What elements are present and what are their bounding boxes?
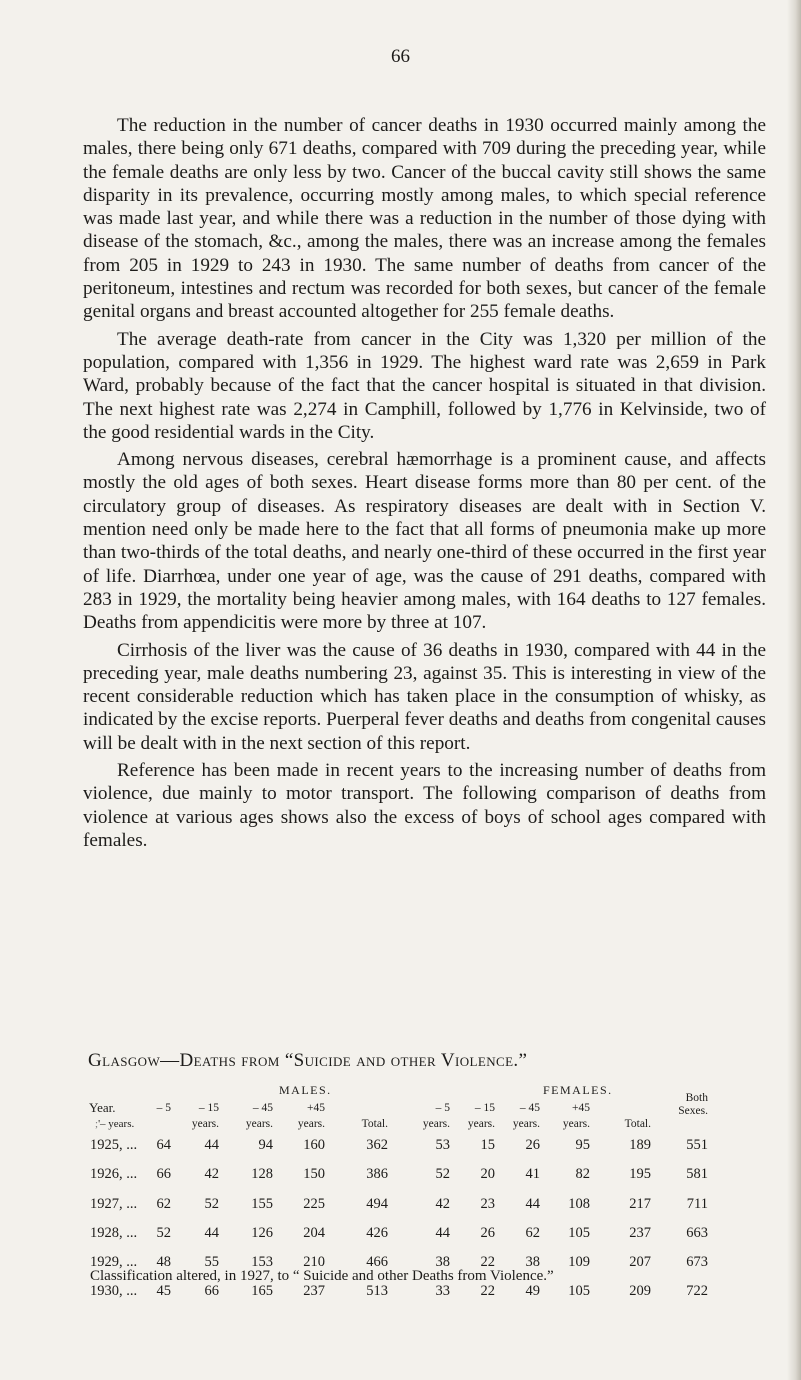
cell-males-over-45: 160 [303,1137,325,1153]
cell-males-15-45: 94 [258,1137,273,1153]
cell-females-5-15: 22 [480,1283,495,1299]
row-year: 1928, ... [90,1225,138,1241]
page-number: 66 [391,46,410,67]
cell-males-over-45: 204 [303,1225,325,1241]
row-year: 1929, ... [90,1254,138,1270]
cell-males-15-45: 128 [251,1166,273,1182]
cell-females-5-15: 22 [480,1254,495,1270]
column-header-females-over-45-top: +45 [572,1102,590,1114]
column-header-females-under-5-top: – 5 [435,1102,450,1114]
cell-females-total: 237 [629,1225,651,1241]
column-header-females-under-5-bottom: years. [422,1118,450,1130]
years-sub-label-text: years. [108,1118,135,1130]
cell-males-total: 426 [366,1225,388,1241]
females-group-header: FEMALES. [543,1083,613,1097]
cell-males-under-5: 45 [156,1283,171,1299]
cell-males-5-15: 44 [204,1137,219,1153]
males-group-header: MALES. [279,1083,332,1097]
cell-females-5-15: 26 [480,1225,495,1241]
cell-females-15-45: 41 [525,1166,540,1182]
column-header-males-5-15-bottom: years. [191,1118,219,1130]
cell-males-15-45: 126 [251,1225,273,1241]
cell-females-15-45: 26 [525,1137,540,1153]
cell-males-under-5: 62 [156,1196,171,1212]
cell-females-over-45: 105 [568,1225,590,1241]
column-header-males-over-45-bottom: years. [297,1118,325,1130]
cell-females-15-45: 44 [525,1196,540,1212]
cell-females-over-45: 105 [568,1283,590,1299]
cell-males-15-45: 153 [251,1254,273,1270]
column-header-females-5-15-top: – 15 [474,1102,495,1114]
cell-males-5-15: 55 [204,1254,219,1270]
paragraph-violence: Reference has been made in recent years to the increasing number of deaths from violence, due mainly to motor transport. The following comparison of deaths from violence at various ages shows also the excess of boys of school ages compared with females. [83,760,766,851]
cell-females-5-15: 20 [480,1166,495,1182]
cell-females-under-5: 38 [435,1254,450,1270]
cell-males-under-5: 52 [156,1225,171,1241]
column-header-dash: '– [98,1118,109,1130]
cell-males-under-5: 66 [156,1166,171,1182]
table-footnote: Classification altered, in 1927, to “ Suicide and other Deaths from Violence.” [90,1268,554,1284]
cell-females-5-15: 15 [480,1137,495,1153]
column-header-females-over-45-bottom: years. [562,1118,590,1130]
cell-females-15-45: 38 [525,1254,540,1270]
cell-males-under-5: 64 [156,1137,171,1153]
column-header-males-under-5-top: – 5 [156,1102,171,1114]
cell-both-sexes: 711 [686,1196,708,1212]
column-header-males-5-15-top: – 15 [198,1102,219,1114]
cell-males-15-45: 165 [251,1283,273,1299]
column-header-females-15-45-bottom: years. [512,1118,540,1130]
cell-females-total: 207 [629,1254,651,1270]
cell-males-over-45: 210 [303,1254,325,1270]
cell-males-5-15: 44 [204,1225,219,1241]
cell-both-sexes: 551 [686,1137,708,1153]
column-header-both-sexes-top: Both [685,1092,708,1104]
row-year: 1930, ... [90,1283,138,1299]
row-marker: ; [95,1118,99,1130]
cell-males-total: 466 [366,1254,388,1270]
row-year: 1927, ... [90,1196,138,1212]
column-header-females-total-bottom: Total. [624,1118,651,1130]
page-edge-shadow [787,0,801,1380]
cell-males-5-15: 66 [204,1283,219,1299]
paragraph-nervous-diseases: Among nervous diseases, cerebral hæmorrhage is a prominent cause, and affects mostly the old ages of both sexes. Heart disease forms more than 80 per cent. of the circulatory group of diseases. As respiratory diseases are dealt with in Section V. mention need only be made here to the fact that all forms of pneumonia make up more than two-thirds of the total deaths, and nearly one-third of these occurred in the first year of life. Diarrhœa, under one year of age, was the cause of 291 deaths, compared with 283 in 1929, the mortality being heavier among males, with 164 deaths to 127 females. Deaths from appendicitis were more by three at 107. [83,449,766,634]
cell-females-total: 217 [629,1196,651,1212]
cell-males-over-45: 150 [303,1166,325,1182]
cell-males-5-15: 52 [204,1196,219,1212]
cell-females-total: 189 [629,1137,651,1153]
cell-males-total: 362 [366,1137,388,1153]
cell-males-over-45: 225 [303,1196,325,1212]
row-year: 1926, ... [90,1166,138,1182]
body-text [83,114,766,856]
paragraph-cancer-death-rate: The average death-rate from cancer in the City was 1,320 per million of the population, compared with 1,356 in 1929. The highest ward rate was 2,659 in Park Ward, probably because of the fact that the cancer hospital is situated in that division. The next highest rate was 2,274 in Camphill, followed by 1,776 in Kelvinside, two of the good residential wards in the City. [83,328,766,443]
cell-females-under-5: 42 [435,1196,450,1212]
cell-both-sexes: 663 [686,1225,708,1241]
table-title: Glasgow—Deaths from “Suicide and other Violence.” [88,1050,528,1071]
cell-females-total: 209 [629,1283,651,1299]
column-header-males-total-bottom: Total. [361,1118,388,1130]
column-header-males-15-45-bottom: years. [245,1118,273,1130]
cell-females-over-45: 109 [568,1254,590,1270]
cell-males-15-45: 155 [251,1196,273,1212]
cell-females-under-5: 52 [435,1166,450,1182]
cell-both-sexes: 581 [686,1166,708,1182]
cell-females-15-45: 62 [525,1225,540,1241]
row-year: 1925, ... [90,1137,138,1153]
cell-females-total: 195 [629,1166,651,1182]
cell-both-sexes: 673 [686,1254,708,1270]
column-header-both-sexes-bottom: Sexes. [678,1105,708,1117]
column-header-males-15-45-top: – 45 [252,1102,273,1114]
cell-males-total: 494 [366,1196,388,1212]
cell-females-under-5: 33 [435,1283,450,1299]
years-sub-label [95,1118,134,1130]
cell-females-over-45: 95 [575,1137,590,1153]
cell-females-under-5: 44 [435,1225,450,1241]
cell-females-15-45: 49 [525,1283,540,1299]
cell-males-under-5: 48 [156,1254,171,1270]
column-header-males-over-45-top: +45 [307,1102,325,1114]
column-header-females-5-15-bottom: years. [467,1118,495,1130]
cell-males-total: 513 [366,1283,388,1299]
cell-both-sexes: 722 [686,1283,708,1299]
cell-males-over-45: 237 [303,1283,325,1299]
year-column-header: Year. [89,1100,116,1115]
cell-females-over-45: 108 [568,1196,590,1212]
cell-females-5-15: 23 [480,1196,495,1212]
cell-females-over-45: 82 [575,1166,590,1182]
cell-males-total: 386 [366,1166,388,1182]
cell-females-under-5: 53 [435,1137,450,1153]
cell-males-5-15: 42 [204,1166,219,1182]
column-header-females-15-45-top: – 45 [519,1102,540,1114]
paragraph-cirrhosis: Cirrhosis of the liver was the cause of 36 deaths in 1930, compared with 44 in the preceding year, male deaths numbering 23, against 35. This is interesting in view of the recent considerable reduction which has taken place in the consumption of whisky, as indicated by the excise reports. Puerperal fever deaths and deaths from congenital causes will be dealt with in the next section of this report. [83,639,766,754]
paragraph-cancer-deaths: The reduction in the number of cancer deaths in 1930 occurred mainly among the males, there being only 671 deaths, compared with 709 during the preceding year, while the female deaths are only less by two. Cancer of the buccal cavity still shows the same disparity in its prevalence, occurring mostly among males, to which special reference was made last year, and while there was a reduction in the number of those dying with disease of the stomach, &c., among the males, there was an increase among the females from 205 in 1929 to 243 in 1930. The same number of deaths from cancer of the peritoneum, intestines and rectum was recorded for both sexes, but cancer of the female genital organs and breast accounted altogether for 255 female deaths. [83,115,766,323]
